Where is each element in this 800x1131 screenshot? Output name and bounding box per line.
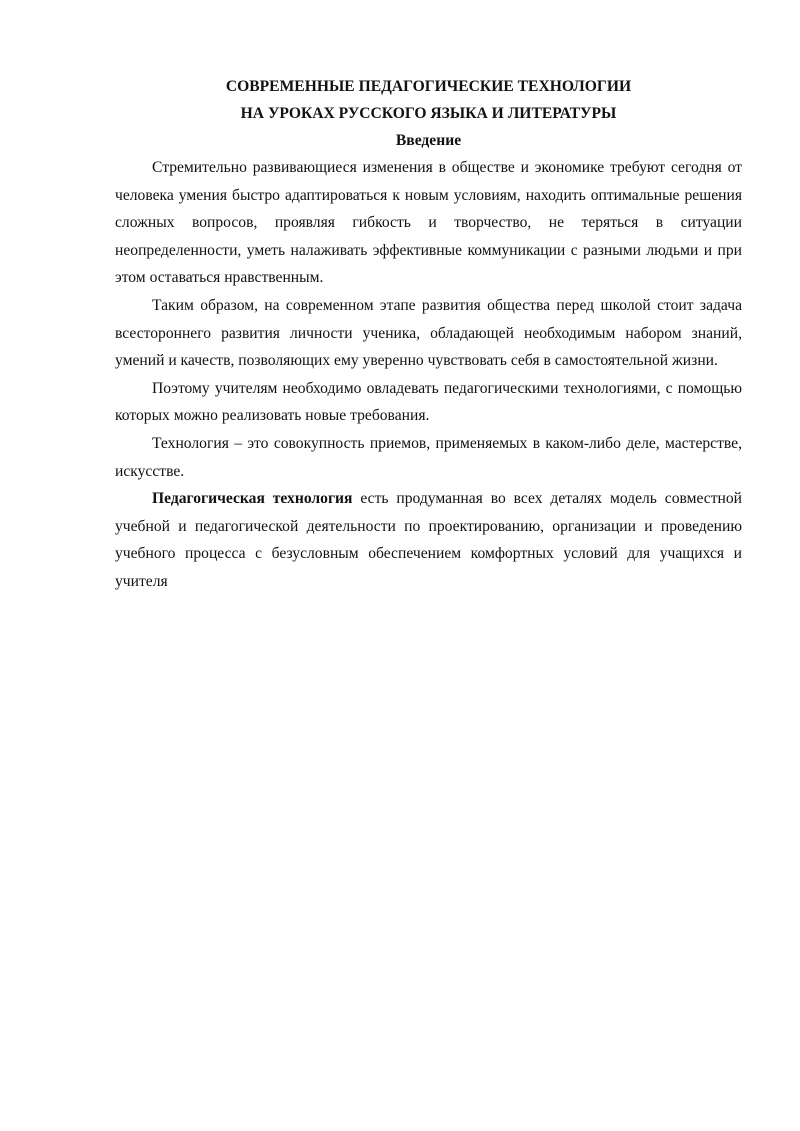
- definition-paragraph: [115, 485, 742, 595]
- document-title-line-2: НА УРОКАХ РУССКОГО ЯЗЫКА И ЛИТЕРАТУРЫ: [240, 105, 617, 122]
- section-heading: Введение: [395, 132, 462, 149]
- paragraph-2: Таким образом, на современном этапе развития общества перед школой стоит задача всестороннего развития личности ученика, обладающей необходимым набором знаний, умений и качеств, позволяющих ему уверенно чувствовать себя в самостоятельной жизни.: [115, 296, 742, 370]
- document-body: [115, 73, 742, 596]
- definition-text: есть продуманная во всех деталях модель совместной учебной и педагогической деятельности по проектированию, организации и проведению учебного процесса с безусловным обеспечением комфортных условий для учащихся и учителя: [115, 490, 743, 590]
- paragraph-3: Поэтому учителям необходимо овладевать педагогическими технологиями, с помощью которых можно реализовать новые требования.: [115, 379, 742, 425]
- definition-term: Педагогическая технология: [152, 490, 353, 508]
- document-title-line-1: СОВРЕМЕННЫЕ ПЕДАГОГИЧЕСКИЕ ТЕХНОЛОГИИ: [225, 78, 632, 95]
- paragraph-1: Стремительно развивающиеся изменения в обществе и экономике требуют сегодня от человека умения быстро адаптироваться к новым условиям, находить оптимальные решения сложных вопросов, проявляя гибкость и творчество, не теряться в ситуации неопределенности, уметь налаживать эффективные коммуникации с разными людьми и при этом оставаться нравственным.: [115, 159, 742, 287]
- paragraph-4: Технология – это совокупность приемов, применяемых в каком-либо деле, мастерстве, искусстве.: [115, 434, 742, 480]
